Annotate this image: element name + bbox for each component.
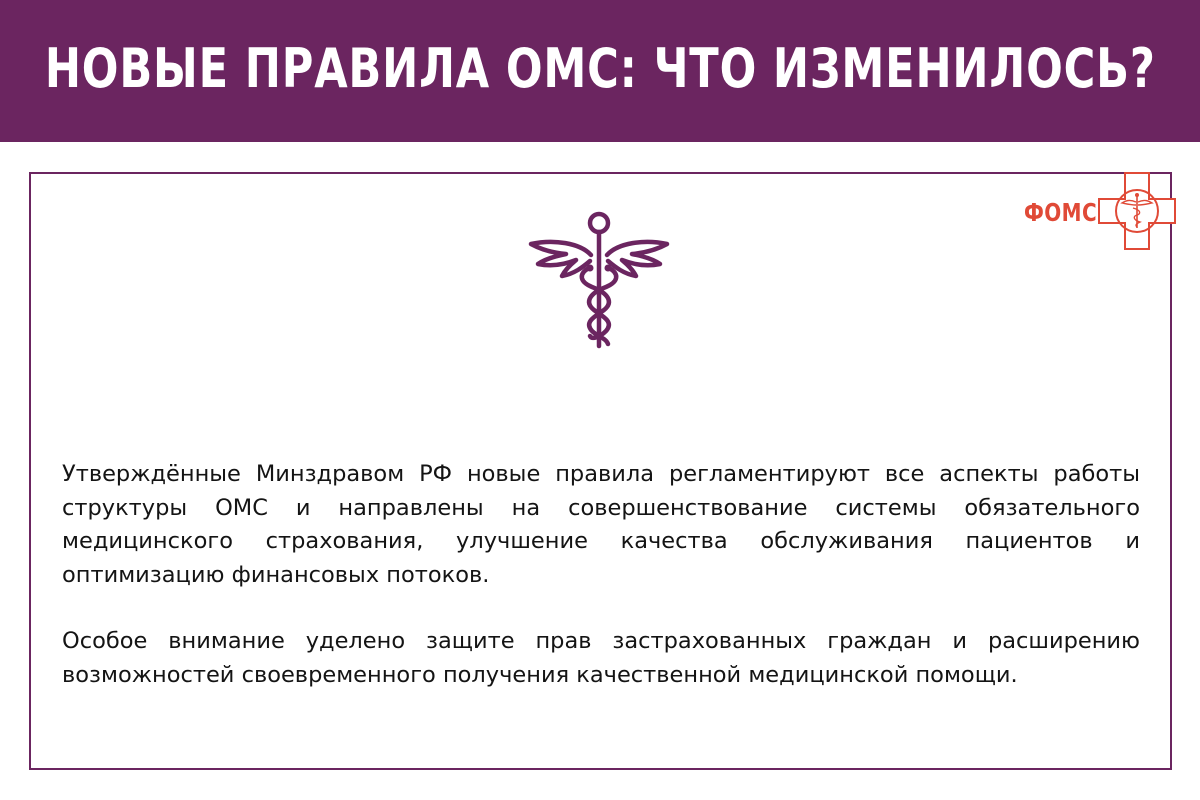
cross-caduceus-icon (1098, 172, 1176, 250)
foms-logo-text: ФОМС (1024, 198, 1098, 227)
caduceus-icon (528, 210, 670, 356)
foms-logo (1024, 172, 1176, 250)
body-text (62, 458, 1140, 692)
paragraph-patient-rights: Особое внимание уделено защите прав застрахованных граждан и расширению возможностей своевременного получения качественной медицинской помощи. (62, 628, 1140, 688)
paragraph-rules-overview: Утверждённые Минздравом РФ новые правила регламентируют все аспекты работы структуры ОМС и направлены на совершенствование системы обязательного медицинского страхования, улучшение качества обслуживания пациентов и оптимизацию финансовых потоков. (62, 461, 1140, 588)
page-title: НОВЫЕ ПРАВИЛА ОМС: ЧТО ИЗМЕНИЛОСЬ? (44, 37, 1156, 100)
header-banner (0, 0, 1200, 142)
